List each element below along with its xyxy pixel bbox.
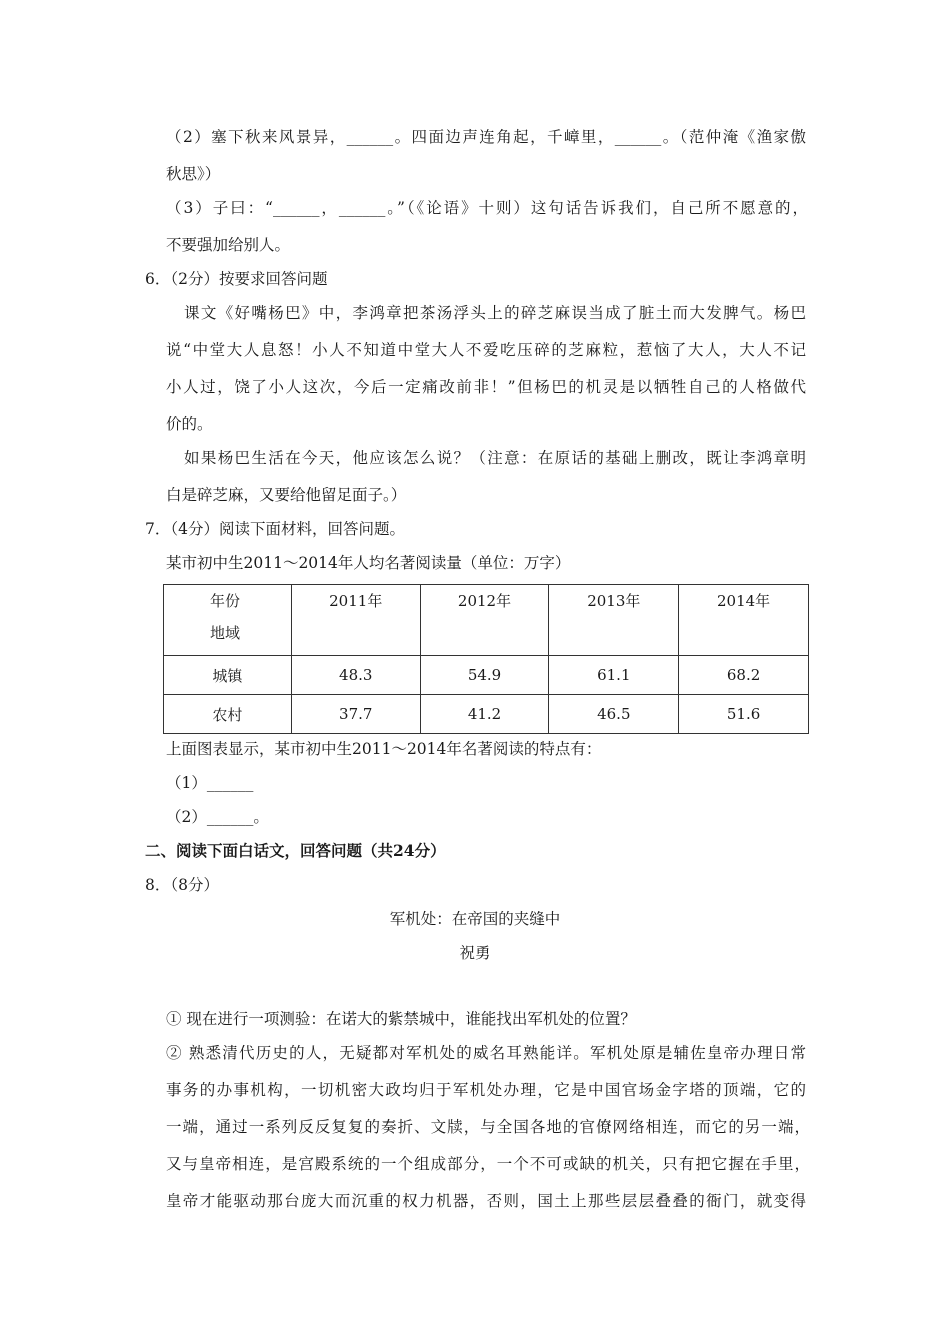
- q6-para2-line1: 如果杨巴生活在今天，他应该怎么说？（注意：在原话的基础上删改，既让李鸿章明: [184, 449, 806, 467]
- article-para-2-line5: 皇帝才能驱动那台庞大而沉重的权力机器，否则，国土上那些层层叠叠的衙门，就变得: [166, 1192, 806, 1210]
- q7-table-caption: 某市初中生2011～2014年人均名著阅读量（单位：万字）: [166, 554, 571, 572]
- value-cell: 68.2: [679, 656, 809, 695]
- article-para-2-line2: 事务的办事机构，一切机密大政均归于军机处办理，它是中国官场金字塔的顶端，它的: [166, 1081, 806, 1099]
- q6-para1-line2: 说“中堂大人息怒！小人不知道中堂大人不爱吃压碎的芝麻粒，惹恼了大人，大人不记: [166, 341, 806, 359]
- year-header: 2012年: [420, 585, 549, 656]
- table-header-row: [164, 585, 809, 656]
- article-para-2-line3: 一端，通过一系列反反复复的奏折、文牍，与全国各地的官僚网络相连，而它的另一端，: [166, 1118, 810, 1136]
- year-header: 2014年: [679, 585, 809, 656]
- q6-heading: 6．（2分）按要求回答问题: [145, 270, 328, 288]
- q7-heading: 7．（4分）阅读下面材料，回答问题。: [145, 520, 405, 538]
- region-cell: 农村: [164, 695, 292, 734]
- article-title: 军机处：在帝国的夹缝中: [389, 910, 561, 928]
- q5-item2-line1: （2）塞下秋来风景异，______。四面边声连角起，千嶂里，______。（范仲淹《渔家傲: [166, 128, 806, 146]
- q6-para1-line1: 课文《好嘴杨巴》中，李鸿章把茶汤浮头上的碎芝麻误当成了脏土而大发脾气。杨巴: [184, 304, 806, 322]
- article-para-1: ① 现在进行一项测验：在诺大的紫禁城中，谁能找出军机处的位置？: [166, 1010, 636, 1028]
- q7-answer-1: （1）______: [166, 774, 254, 792]
- q5-item3-line2: 不要强加给别人。: [166, 236, 291, 254]
- value-cell: 51.6: [679, 695, 809, 734]
- q7-prompt: 上面图表显示，某市初中生2011～2014年名著阅读的特点有：: [166, 740, 602, 758]
- value-cell: 41.2: [420, 695, 549, 734]
- q5-item3-line1: （3）子曰：“______，______。”（《论语》十则）这句话告诉我们，自己所不愿意的，: [166, 199, 808, 217]
- q7-answer-2: （2）______。: [166, 808, 269, 826]
- corner-year-label: 年份: [210, 592, 241, 610]
- table-row: [164, 656, 809, 695]
- q8-heading: 8．（8分）: [145, 876, 219, 894]
- corner-region-label: 地域: [210, 624, 241, 642]
- table-row: [164, 695, 809, 734]
- year-header: 2013年: [549, 585, 679, 656]
- q6-para1-line3: 小人过，饶了小人这次，今后一定痛改前非！”但杨巴的机灵是以牺牲自己的人格做代: [166, 378, 806, 396]
- value-cell: 54.9: [420, 656, 549, 695]
- table-corner-cell: [164, 585, 292, 656]
- article-para-2-line4: 又与皇帝相连，是宫殿系统的一个组成部分，一个不可或缺的机关，只有把它握在手里，: [166, 1155, 810, 1173]
- q6-para2-line2: 白是碎芝麻，又要给他留足面子。）: [166, 486, 407, 504]
- reading-volume-table: [163, 584, 809, 734]
- article-para-2-line1: ② 熟悉清代历史的人，无疑都对军机处的威名耳熟能详。军机处原是辅佐皇帝办理日常: [166, 1044, 806, 1062]
- article-author: 祝勇: [459, 944, 491, 962]
- section-2-heading: 二、阅读下面白话文，回答问题（共24分）: [145, 841, 446, 860]
- value-cell: 37.7: [291, 695, 420, 734]
- region-cell: 城镇: [164, 656, 292, 695]
- year-header: 2011年: [291, 585, 420, 656]
- value-cell: 46.5: [549, 695, 679, 734]
- q5-item2-line2: 秋思》）: [166, 165, 221, 183]
- value-cell: 48.3: [291, 656, 420, 695]
- q6-para1-line4: 价的。: [166, 415, 213, 433]
- value-cell: 61.1: [549, 656, 679, 695]
